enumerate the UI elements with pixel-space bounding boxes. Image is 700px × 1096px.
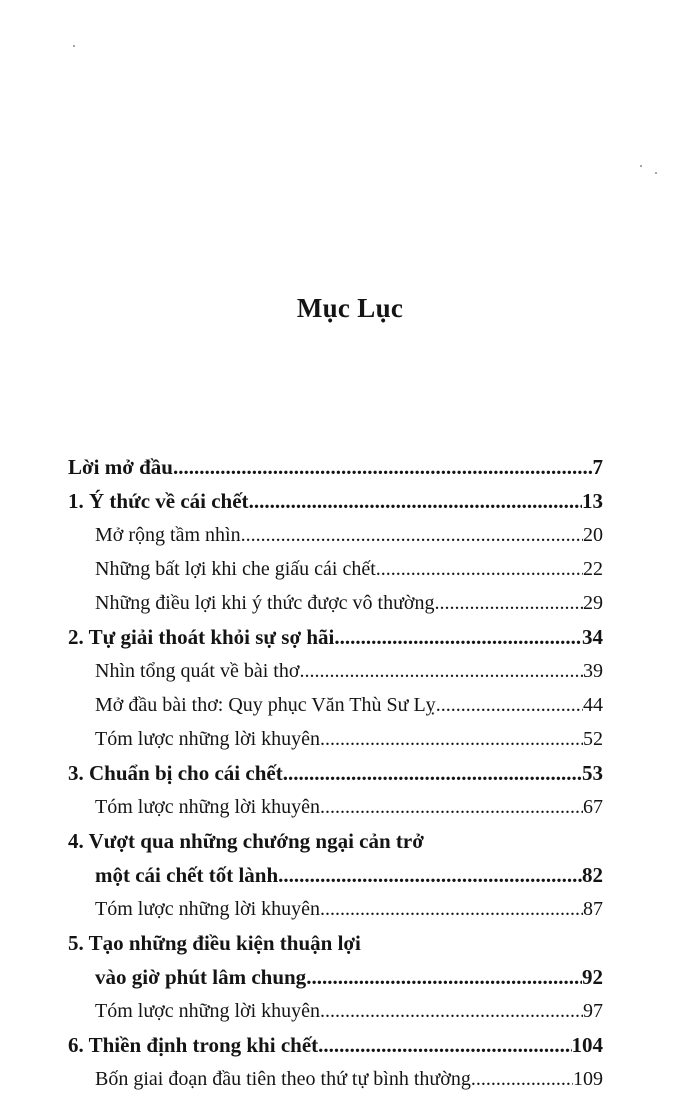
page-number: 104 [571,1033,603,1057]
toc-entry-section[interactable]: Mở rộng tầm nhìn ..... 20 [95,518,603,552]
page-number: 53 [582,761,603,785]
toc-entry-chapter-2[interactable]: 2. Tự giải thoát khỏi sự sợ hãi ..... 34 [68,620,603,654]
page-number: 29 [583,592,603,614]
toc-entry-section[interactable]: Những điều lợi khi ý thức được vô thường ..... 29 [95,586,603,620]
toc-entry-section[interactable]: Tóm lược những lời khuyên ..... 87 [95,892,603,926]
toc-entry-section[interactable]: Những bất lợi khi che giấu cái chết ..... 22 [95,552,603,586]
page-number: 92 [582,965,603,989]
page-number: 44 [583,694,603,716]
toc-entry-chapter-1[interactable]: 1. Ý thức về cái chết ..... 13 [68,484,603,518]
page-number: 82 [582,863,603,887]
toc-entry-section[interactable]: Nhìn tổng quát về bài thơ ..... 39 [95,654,603,688]
toc-entry-section[interactable]: Mở đầu bài thơ: Quy phục Văn Thù Sư Lỵ ..... 44 [95,688,603,722]
toc-entry-section[interactable]: Tóm lược những lời khuyên ..... 67 [95,790,603,824]
scan-speck [73,45,75,47]
page-number: 13 [582,489,603,513]
page-number: 109 [573,1068,603,1090]
toc-entry-foreword[interactable]: Lời mở đầu ..... 7 [68,450,603,484]
toc-entry-chapter-5-line1[interactable]: 5. Tạo những điều kiện thuận lợi [68,931,361,955]
page-number: 87 [583,898,603,920]
scan-speck [655,172,657,174]
page-number: 20 [583,524,603,546]
toc-entry-section[interactable]: Tóm lược những lời khuyên ..... 97 [95,994,603,1028]
toc-entry-chapter-4-line1[interactable]: 4. Vượt qua những chướng ngại cản trở [68,829,424,853]
page-number: 97 [583,1000,603,1022]
toc-entry-chapter-6[interactable]: 6. Thiền định trong khi chết ..... 104 [68,1028,603,1062]
page-number: 34 [582,625,603,649]
scan-speck [640,165,642,167]
toc-entry-section[interactable]: Tóm lược những lời khuyên ..... 52 [95,722,603,756]
page-number: 52 [583,728,603,750]
toc-entry-chapter-4[interactable]: một cái chết tốt lành ..... 82 [95,858,603,892]
page-number: 39 [583,660,603,682]
toc-entry-chapter-5[interactable]: vào giờ phút lâm chung ..... 92 [95,960,603,994]
page-title: Mục Lục [296,293,404,323]
toc-entry-chapter-3[interactable]: 3. Chuẩn bị cho cái chết ..... 53 [68,756,603,790]
page-number: 22 [583,558,603,580]
page-number: 7 [592,455,603,479]
page-number: 67 [583,796,603,818]
toc-entry-section[interactable]: Bốn giai đoạn đầu tiên theo thứ tự bình thường ..... 109 [95,1062,603,1096]
